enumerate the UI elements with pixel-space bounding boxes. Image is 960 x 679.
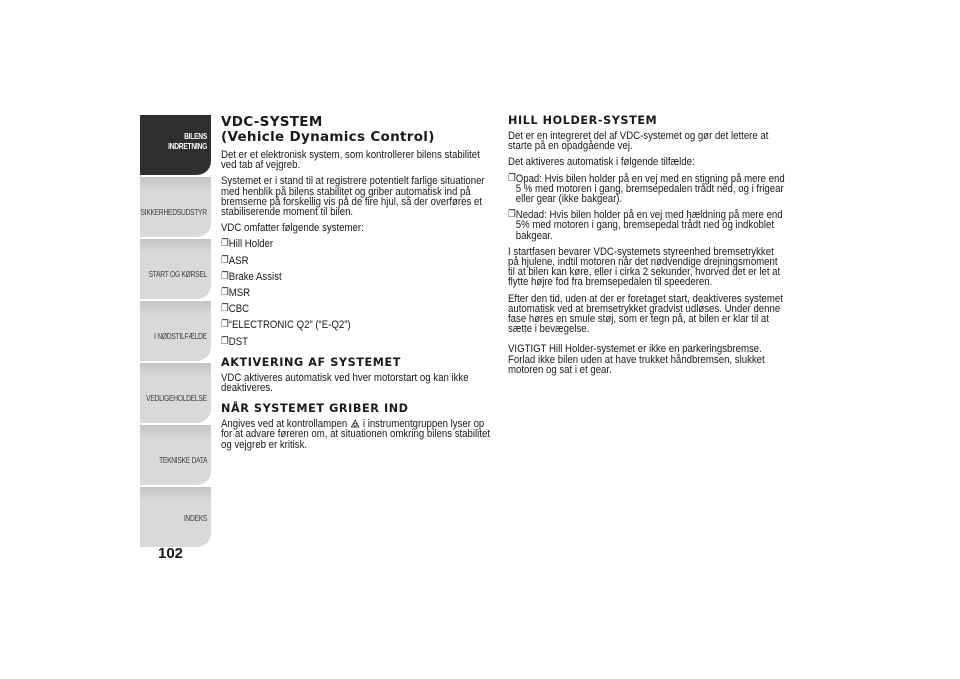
- systems-list: [221, 239, 492, 346]
- checkbox-bullet-icon: ❐: [221, 287, 229, 299]
- list-item: [221, 288, 492, 298]
- intervenes-text-after: i instrumentgruppen lyser op for at advare føreren om, at situationen omkring bilens stabilitet og vejgreb er kritisk.: [221, 418, 490, 451]
- tab-label: TEKNISKE DATA: [158, 455, 207, 465]
- vdc-title-line2: (Vehicle Dynamics Control): [221, 129, 435, 145]
- hill-holder-intro: Det er en integreret del af VDC-systemet og gør det lettere at starte på en opadgående vej.: [508, 130, 769, 153]
- tab-shade: [140, 177, 211, 191]
- checkbox-bullet-icon: ❐: [221, 319, 229, 331]
- vdc-intro: Det er et elektronisk system, som kontrollerer bilens stabilitet ved tab af vejgreb.: [221, 149, 480, 172]
- tab-label: START OG KØRSEL: [148, 269, 207, 279]
- list-item-text: ASR: [228, 254, 249, 267]
- release-text: Efter den tid, uden at der er foretaget start, deaktiveres systemet automatisk ved at bremsetrykket gradvist udløses. Under denne fase høres en smule støj, som er tegn på, at bilen er klar til at sætte i bevægelse.: [508, 292, 783, 336]
- right-body: [508, 131, 785, 375]
- list-item: [221, 239, 492, 249]
- tab-i-nodstilfaelde[interactable]: [140, 301, 211, 361]
- checkbox-bullet-icon: ❐: [221, 335, 229, 347]
- tab-vedligeholdelse[interactable]: [140, 363, 211, 423]
- vdc-description: Systemet er i stand til at registrere potentielt farlige situationer med henblik på bilens stabilitet og griber automatisk ind på bremserne på forskellig vis på de fire hjul, så der overføres et stabiliserende moment til bilen.: [221, 175, 485, 219]
- chapter-tab-strip: [140, 115, 211, 549]
- list-item-text: CBC: [228, 303, 250, 316]
- tab-sikkerhedsudstyr[interactable]: [140, 177, 211, 237]
- tab-tekniske-data[interactable]: [140, 425, 211, 485]
- tab-shade: [140, 363, 211, 377]
- list-item-text: Hill Holder: [228, 238, 274, 251]
- activation-text: VDC aktiveres automatisk ved hver motorstart og kan ikke deaktiveres.: [221, 371, 469, 395]
- tab-label: BILENS INDRETNING: [168, 131, 207, 151]
- page-number: 102: [158, 545, 184, 562]
- list-item-text: MSR: [228, 287, 251, 300]
- vdc-title-line1: VDC-SYSTEM: [221, 114, 323, 130]
- tab-shade: [140, 487, 211, 501]
- activation-body: [221, 373, 492, 393]
- tab-shade: [140, 425, 211, 439]
- list-item-text: Brake Assist: [228, 270, 282, 283]
- tab-shade: [140, 239, 211, 253]
- vdc-title: [221, 115, 493, 145]
- list-item: [221, 256, 492, 266]
- list-item: [508, 210, 785, 241]
- tab-start-og-korsel[interactable]: [140, 239, 211, 299]
- hill-holder-heading: HILL HOLDER-SYSTEM: [508, 114, 658, 127]
- list-item-text: DST: [228, 335, 248, 348]
- list-item: [221, 304, 492, 314]
- list-item: [221, 272, 492, 282]
- checkbox-bullet-icon: ❐: [221, 254, 229, 266]
- checkbox-bullet-icon: ❐: [221, 238, 229, 250]
- list-item-text: Nedad: Hvis bilen holder på en vej med hældning på mere end 5% med motoren i gang, bremsepedal trådt ned og indkoblet bakgear.: [515, 209, 783, 242]
- list-item: [221, 320, 492, 330]
- intervenes-text: [221, 419, 492, 450]
- tab-shade: [140, 301, 211, 315]
- tab-indeks[interactable]: [140, 487, 211, 547]
- vdc-warning-lamp-icon: [351, 419, 360, 428]
- list-item-text: “ELECTRONIC Q2” (“E-Q2”): [228, 319, 351, 332]
- list-item-text: Opad: Hvis bilen holder på en vej med en stigning på mere end 5 % med motoren i gang, bremsepedalen trådt ned, og i frigear eller gear (ikke bakgear).: [515, 172, 785, 206]
- intervenes-text-before: Angives ved at kontrollampen: [221, 418, 348, 431]
- important-note: VIGTIGT Hill Holder-systemet er ikke en parkeringsbremse. Forlad ikke bilen uden at have trukket håndbremsen, slukket motoren og sat i et gear.: [508, 343, 765, 376]
- checkbox-bullet-icon: ❐: [508, 172, 516, 184]
- checkbox-bullet-icon: ❐: [508, 209, 516, 221]
- list-item: [508, 174, 785, 205]
- left-column: [221, 115, 493, 456]
- tab-bilens-indretning[interactable]: [140, 115, 211, 175]
- checkbox-bullet-icon: ❐: [221, 303, 229, 315]
- left-body: [221, 150, 492, 347]
- intervenes-heading: NÅR SYSTEMET GRIBER IND: [221, 402, 409, 416]
- tab-label: SIKKERHEDSUDSTYR: [140, 207, 207, 217]
- checkbox-bullet-icon: ❐: [221, 270, 229, 282]
- tab-label: I NØDSTILFÆLDE: [154, 331, 207, 341]
- tab-label: VEDLIGEHOLDELSE: [146, 393, 207, 403]
- systems-intro: VDC omfatter følgende systemer:: [221, 222, 364, 235]
- start-phase-text: I startfasen bevarer VDC-systemets styreenhed bremsetrykket på hjulene, indtil motoren når det nødvendige drejningsmoment til at bilen kan køre, eller i cirka 2 sekunder, hvorved det er let at flytte højre fod fra bremsepedalen til speederen.: [508, 245, 781, 289]
- cases-intro: Det aktiveres automatisk i følgende tilfælde:: [508, 156, 695, 169]
- tab-label: INDEKS: [183, 513, 207, 523]
- activation-heading: AKTIVERING AF SYSTEMET: [221, 355, 401, 369]
- right-column: [508, 115, 786, 381]
- intervenes-body: [221, 419, 492, 450]
- list-item: [221, 337, 492, 347]
